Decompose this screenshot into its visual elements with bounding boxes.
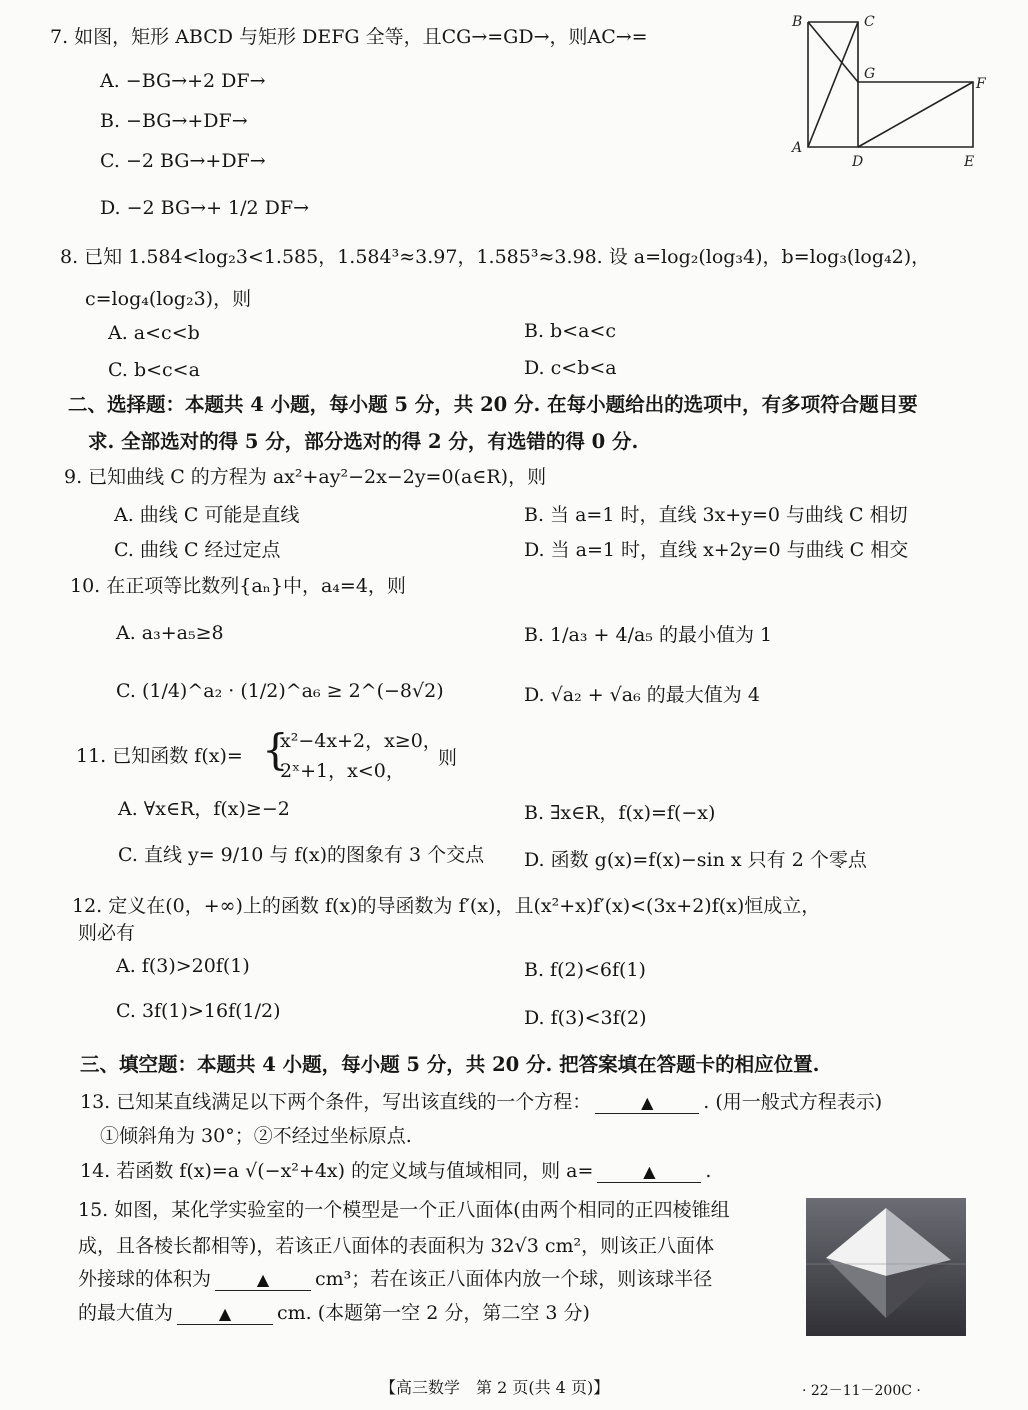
q14-answer-blank[interactable]: [597, 1161, 701, 1183]
figure-label-a: A: [792, 140, 803, 156]
q11-case2: 2ˣ+1，x<0，: [280, 760, 405, 782]
q15-line3-text: 外接球的体积为: [78, 1268, 212, 1290]
q14-stem: [80, 1158, 711, 1184]
q7-option-d: D. −2 BG→+ 1/2 DF→: [100, 197, 310, 219]
q9-option-a: A. 曲线 C 可能是直线: [114, 504, 300, 526]
q15-line4-text: 的最大值为: [78, 1302, 174, 1324]
q9-stem: 9. 已知曲线 C 的方程为 ax²+ay²−2x−2y=0(a∈R)，则: [64, 466, 547, 488]
section3-heading: 三、填空题：本题共 4 小题，每小题 5 分，共 20 分. 把答案填在答题卡的相应位置.: [80, 1053, 820, 1076]
q11-option-c: C. 直线 y= 9/10 与 f(x)的图象有 3 个交点: [118, 844, 485, 866]
q8-stem-line1: 8. 已知 1.584<log₂3<1.585，1.584³≈3.97，1.585³≈3.98. 设 a=log₂(log₃4)，b=log₃(log₄2)，: [60, 246, 931, 268]
blank-triangle-icon: ▲: [641, 1093, 654, 1112]
section2-heading-line1: 二、选择题：本题共 4 小题，每小题 5 分，共 20 分. 在每小题给出的选项中，有多项符合题目要: [68, 393, 918, 416]
q11-stem-prefix: 11. 已知函数 f(x)=: [76, 745, 243, 767]
q15-line3-tail: cm³；若在该正八面体内放一个球，则该球半径: [315, 1268, 713, 1290]
exam-code-stamp: · 22－11－200C ·: [802, 1383, 921, 1399]
figure-label-c: C: [864, 14, 875, 30]
q12-option-a: A. f(3)>20f(1): [116, 955, 250, 977]
page-footer: 【高三数学 第 2 页(共 4 页)】: [380, 1378, 610, 1397]
figure-label-d: D: [852, 154, 864, 170]
q8-option-c: C. b<c<a: [108, 359, 200, 381]
q9-option-b: B. 当 a=1 时，直线 3x+y=0 与曲线 C 相切: [524, 504, 908, 526]
blank-triangle-icon: ▲: [218, 1304, 232, 1323]
q13-answer-blank[interactable]: [595, 1092, 699, 1114]
q12-stem-line2: 则必有: [78, 922, 136, 944]
q7-option-c: C. −2 BG→+DF→: [100, 150, 266, 172]
q13-stem-tail: . (用一般式方程表示): [703, 1091, 883, 1113]
q15-stem-line3: [78, 1266, 712, 1292]
q15-stem-line1: 15. 如图，某化学实验室的一个模型是一个正八面体(由两个相同的正四棱锥组: [78, 1199, 730, 1221]
q12-option-c: C. 3f(1)>16f(1/2): [116, 1000, 281, 1022]
q11-option-a: A. ∀x∈R，f(x)≥−2: [118, 798, 290, 820]
q8-option-a: A. a<c<b: [108, 322, 200, 344]
q7-option-b: B. −BG→+DF→: [100, 110, 248, 132]
q12-stem-line1: 12. 定义在(0，+∞)上的函数 f(x)的导函数为 f′(x)，且(x²+x)f′(x)<(3x+2)f(x)恒成立，: [72, 895, 821, 917]
q10-option-a: A. a₃+a₅≥8: [116, 622, 224, 644]
figure-label-e: E: [964, 154, 975, 170]
q10-option-d: D. √a₂ + √a₆ 的最大值为 4: [524, 684, 760, 706]
q12-option-d: D. f(3)<3f(2): [524, 1007, 647, 1029]
q9-option-c: C. 曲线 C 经过定点: [114, 539, 281, 561]
q7-option-a: A. −BG→+2 DF→: [100, 70, 266, 92]
q8-option-d: D. c<b<a: [524, 357, 617, 379]
q11-stem-suffix: 则: [438, 747, 458, 769]
q15-stem-line2: 成，且各棱长都相等)，若该正八面体的表面积为 32√3 cm²，则该正八面体: [78, 1235, 715, 1257]
q8-stem-line2: c=log₄(log₂3)，则: [85, 288, 252, 310]
q10-stem: 10. 在正项等比数列{aₙ}中，a₄=4，则: [70, 575, 406, 597]
q14-stem-text: 14. 若函数 f(x)=a √(−x²+4x) 的定义域与值域相同，则 a=: [80, 1160, 594, 1182]
q12-option-b: B. f(2)<6f(1): [524, 959, 646, 981]
q9-option-d: D. 当 a=1 时，直线 x+2y=0 与曲线 C 相交: [524, 539, 909, 561]
q7-stem: 7. 如图，矩形 ABCD 与矩形 DEFG 全等，且CG→=GD→，则AC→=: [50, 26, 648, 48]
blank-triangle-icon: ▲: [256, 1270, 270, 1289]
q11-option-b: B. ∃x∈R，f(x)=f(−x): [524, 802, 716, 824]
q15-answer-blank-2[interactable]: [177, 1303, 273, 1325]
q10-option-b: B. 1/a₃ + 4/a₅ 的最小值为 1: [524, 624, 773, 646]
q15-answer-blank-1[interactable]: [215, 1269, 311, 1291]
q13-stem-text: 13. 已知某直线满足以下两个条件，写出该直线的一个方程：: [80, 1091, 592, 1113]
q11-case1: x²−4x+2，x≥0，: [280, 730, 442, 752]
q11-option-d: D. 函数 g(x)=f(x)−sin x 只有 2 个零点: [524, 849, 867, 871]
q13-stem-line1: [80, 1089, 882, 1115]
q14-stem-tail: .: [705, 1160, 712, 1182]
q8-option-b: B. b<a<c: [524, 320, 617, 342]
q11-brace: {: [262, 725, 289, 774]
q7-rectangle-figure: [788, 10, 998, 175]
figure-label-b: B: [792, 14, 803, 30]
figure-label-f: F: [976, 76, 986, 92]
q13-conditions: ①倾斜角为 30°；②不经过坐标原点.: [100, 1125, 412, 1147]
q15-stem-line4: [78, 1300, 590, 1326]
figure-label-g: G: [864, 66, 876, 82]
section2-heading-line2: 求. 全部选对的得 5 分，部分选对的得 2 分，有选错的得 0 分.: [88, 430, 639, 453]
q15-line4-tail: cm. (本题第一空 2 分，第二空 3 分): [277, 1302, 590, 1324]
blank-triangle-icon: ▲: [643, 1162, 656, 1181]
q15-octahedron-photo: [806, 1198, 966, 1336]
q10-option-c: C. (1/4)^a₂ · (1/2)^a₆ ≥ 2^(−8√2): [116, 680, 444, 702]
